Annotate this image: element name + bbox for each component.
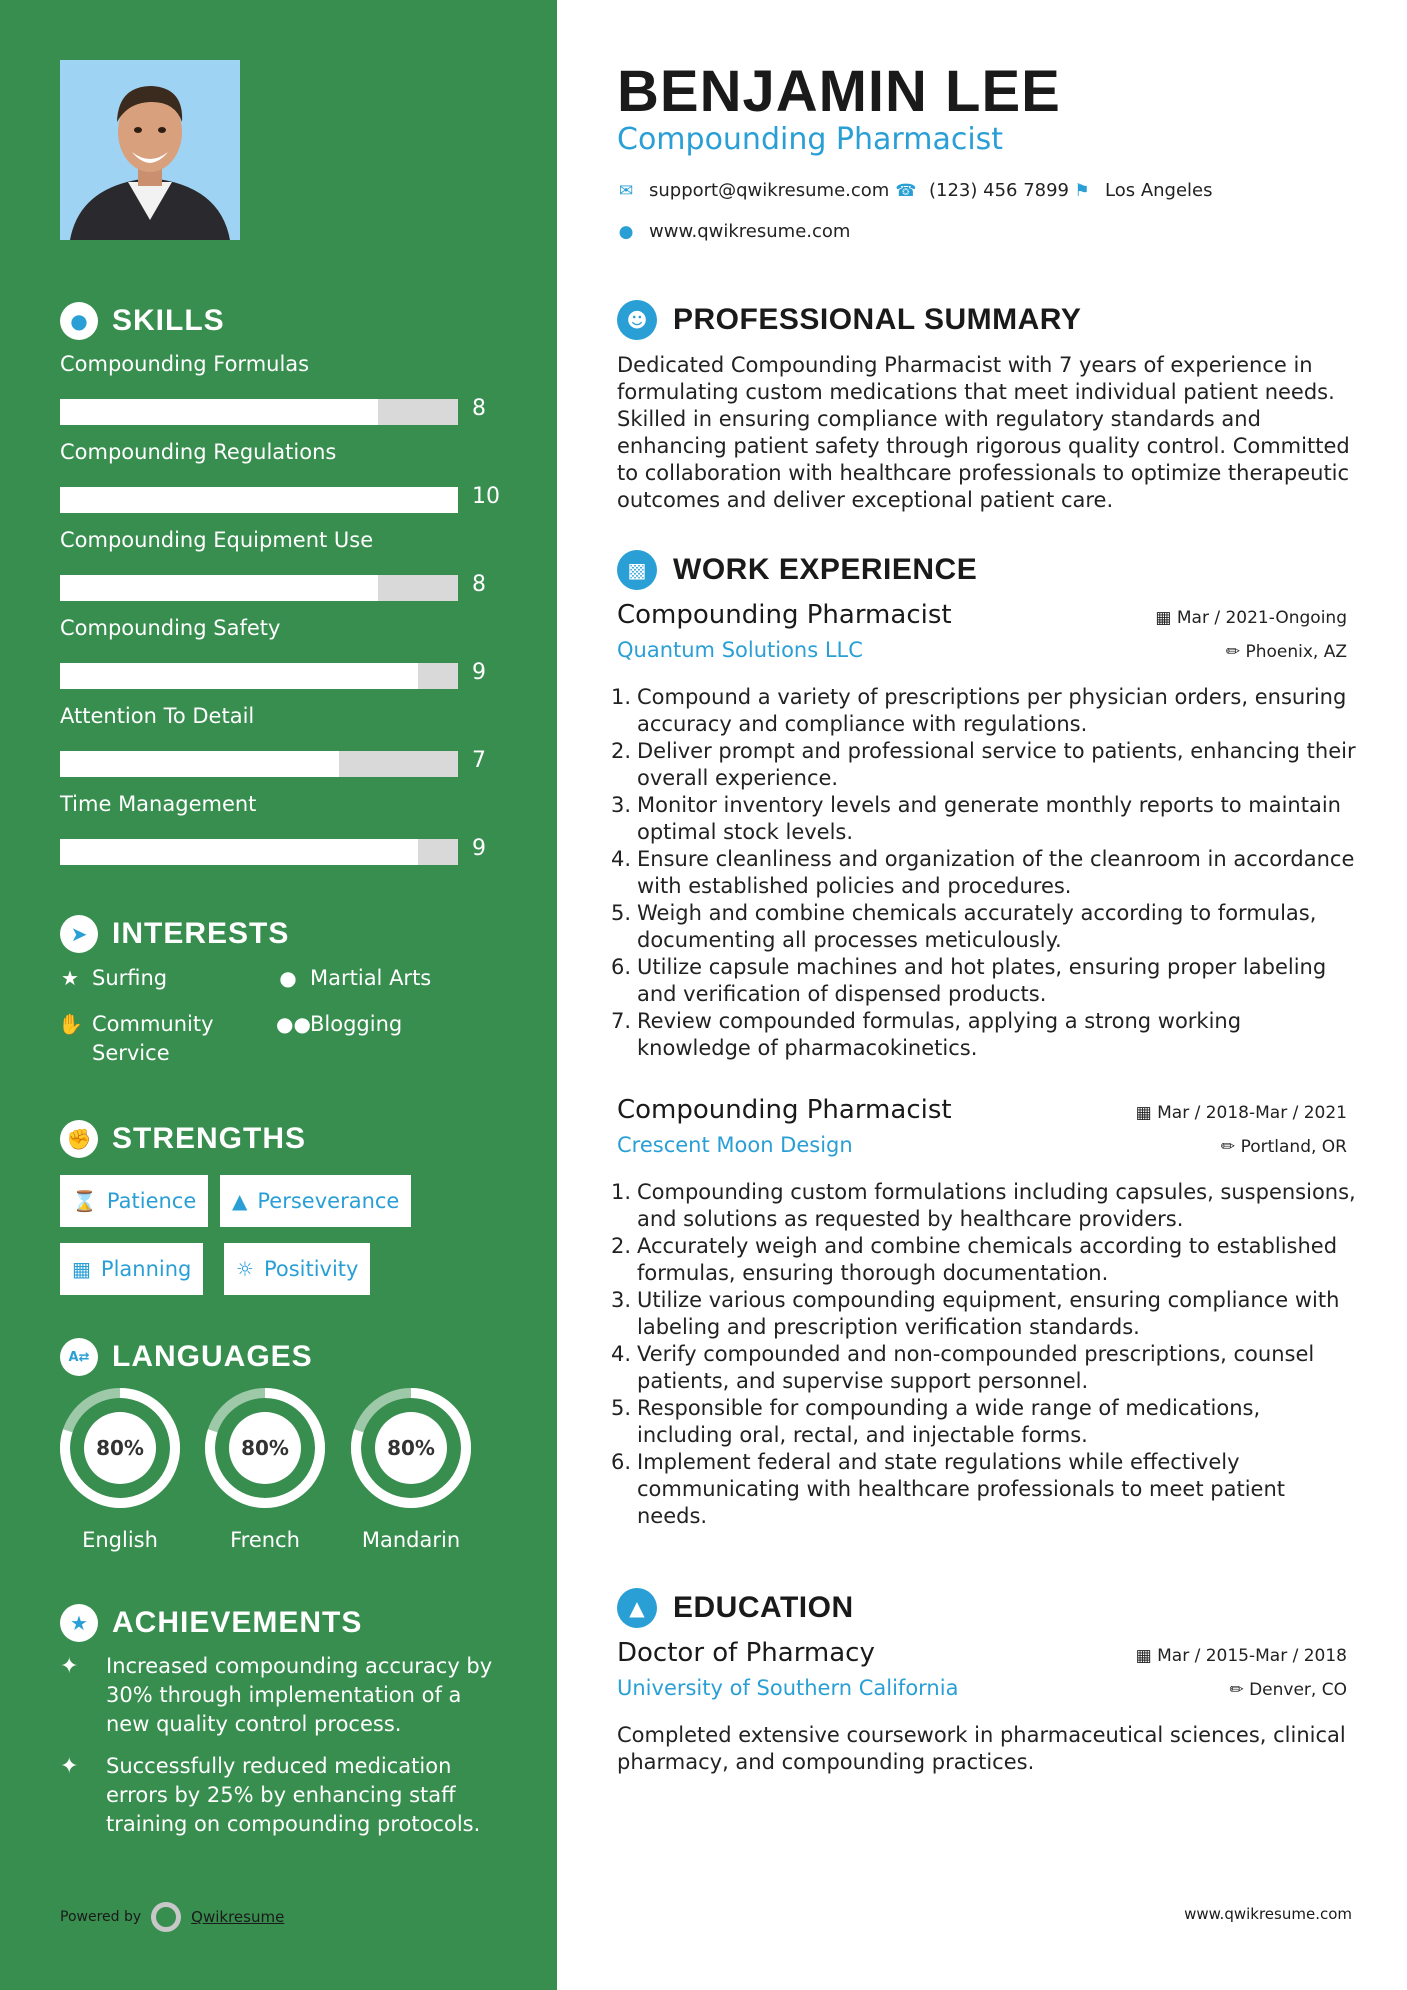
person-portrait-icon: [60, 60, 240, 240]
achievement-item: [60, 1752, 500, 1839]
interests-heading-text: INTERESTS: [112, 917, 290, 950]
pushpin-icon: ✏: [1220, 1137, 1241, 1157]
language-ring: [349, 1386, 473, 1510]
skill-level: 8: [472, 396, 486, 421]
skill-name: Compounding Equipment Use: [60, 528, 374, 552]
skill-bar-fill: [60, 399, 378, 425]
education-date: [1136, 1646, 1347, 1666]
strengths-heading-text: STRENGTHS: [112, 1122, 307, 1155]
language-name: Mandarin: [361, 1528, 461, 1552]
skill-name: Compounding Formulas: [60, 352, 310, 376]
strength-label: Patience: [106, 1189, 197, 1213]
globe-icon: ●: [279, 966, 297, 990]
skill-level: 7: [472, 748, 486, 773]
translate-icon: A⇄: [60, 1338, 98, 1376]
achievements-heading-text: ACHIEVEMENTS: [112, 1606, 363, 1639]
pushpin-icon: ✏: [1229, 1680, 1250, 1700]
globe-icon: ●: [618, 221, 634, 242]
job-company: Crescent Moon Design: [617, 1133, 853, 1157]
chair-icon: ▩: [617, 550, 657, 590]
achievements-heading: [60, 1604, 362, 1642]
interest-item: [276, 1010, 402, 1039]
interest-label: Martial Arts: [310, 966, 432, 990]
strengths-heading: [60, 1120, 306, 1158]
bullet-text: Compounding custom formulations including capsules, suspensions, and solutions as requested by healthcare providers.: [637, 1180, 1356, 1231]
job-date: [1136, 1103, 1347, 1123]
education-heading: [617, 1588, 854, 1628]
paper-plane-icon: ➤: [60, 915, 98, 953]
education-location: [1229, 1680, 1347, 1700]
achievement-item: [60, 1652, 500, 1739]
list-item: 5. Weigh and combine chemicals accurately according to formulas, documenting all processes meticulously.: [611, 901, 1317, 952]
job-entry: [611, 600, 1356, 1060]
profile-photo: [60, 60, 240, 240]
location-text: Los Angeles: [1105, 180, 1213, 201]
list-item: 3. Utilize various compounding equipment, ensuring compliance with labeling and prescription verification standards.: [611, 1288, 1340, 1339]
sidebar: [0, 0, 557, 1990]
lightbulb-icon: ●: [60, 302, 98, 340]
hand-icon: ✋: [58, 1012, 83, 1036]
interest-label: Surfing: [92, 966, 168, 990]
interests-heading: [60, 915, 289, 953]
education-entry: [617, 1638, 1347, 1774]
qwikresume-logo-icon: [151, 1902, 181, 1932]
skill-name: Compounding Regulations: [60, 440, 337, 464]
sun-icon: ☼: [236, 1257, 254, 1281]
skill-item: [60, 440, 500, 509]
qwikresume-link[interactable]: Qwikresume: [191, 1908, 285, 1926]
language-percent: 80%: [387, 1436, 435, 1460]
graduation-icon: ▲: [617, 1588, 657, 1628]
job-company: Quantum Solutions LLC: [617, 638, 863, 662]
bullet-text: Weigh and combine chemicals accurately according to formulas, documenting all processes meticulously.: [637, 901, 1317, 952]
skills-heading-text: SKILLS: [112, 304, 225, 337]
email-text: support@qwikresume.com: [649, 180, 890, 201]
candidate-name: BENJAMIN LEE: [617, 59, 1061, 124]
job-date-text: Mar / 2018-Mar / 2021: [1157, 1103, 1347, 1123]
envelope-icon: ✉: [618, 180, 634, 201]
job-bullets: [611, 1179, 1357, 1530]
work-heading: [617, 550, 977, 590]
list-item: 6. Utilize capsule machines and hot plates, ensuring proper labeling and verification of dispensed products.: [611, 955, 1327, 1006]
bullet-text: Monitor inventory levels and generate monthly reports to maintain optimal stock levels.: [637, 793, 1341, 844]
education-location-text: Denver, CO: [1249, 1680, 1347, 1700]
education-date-text: Mar / 2015-Mar / 2018: [1157, 1646, 1347, 1666]
languages-heading-text: LANGUAGES: [112, 1340, 313, 1373]
achievement-text: Increased compounding accuracy by 30% through implementation of a new quality control process.: [106, 1654, 493, 1736]
language-ring: [58, 1386, 182, 1510]
skill-bar: [60, 751, 458, 777]
education-heading-text: EDUCATION: [673, 1591, 854, 1624]
pushpin-icon: ✏: [1225, 642, 1246, 662]
skill-item: [60, 792, 500, 861]
skill-bar-fill: [60, 575, 378, 601]
fist-icon: ✊: [60, 1120, 98, 1158]
achievement-text: Successfully reduced medication errors by 25% by enhancing staff training on compounding protocols.: [106, 1754, 481, 1836]
summary-text: Dedicated Compounding Pharmacist with 7 years of experience in formulating custom medications that meet individual patient needs. Skilled in ensuring compliance with regulatory standards and enhancing patient safety through rigorous quality control. Committed to collaboration with healthcare professionals to optimize therapeutic outcomes and deliver exceptional patient care.: [617, 353, 1350, 512]
language-percent: 80%: [241, 1436, 289, 1460]
education-description: Completed extensive coursework in pharmaceutical sciences, clinical pharmacy, and compounding practices.: [617, 1723, 1346, 1774]
language-percent: 80%: [96, 1436, 144, 1460]
skill-bar: [60, 839, 458, 865]
list-item: 4. Ensure cleanliness and organization of the cleanroom in accordance with established policies and procedures.: [611, 847, 1355, 898]
skill-item: [60, 528, 500, 597]
bullet-text: Verify compounded and non-compounded prescriptions, counsel patients, and supervise support personnel.: [637, 1342, 1315, 1393]
calendar-icon: ▦: [72, 1257, 91, 1281]
strength-label: Planning: [100, 1257, 192, 1281]
calendar-icon: ▦: [1155, 608, 1177, 628]
skill-bar-fill: [60, 663, 418, 689]
strength-badge: [60, 1243, 203, 1295]
skill-bar: [60, 663, 458, 689]
job-location-text: Phoenix, AZ: [1245, 642, 1347, 662]
shooting-star-icon: ✦: [60, 1654, 79, 1679]
summary-heading-text: PROFESSIONAL SUMMARY: [673, 303, 1082, 336]
map-pin-icon: ⚑: [1074, 180, 1090, 201]
interest-item: [276, 964, 431, 993]
contact-email[interactable]: [615, 180, 889, 201]
job-bullets: [611, 684, 1357, 1062]
contact-website[interactable]: [615, 221, 850, 242]
bullet-text: Utilize capsule machines and hot plates, ensuring proper labeling and verification of dispensed products.: [637, 955, 1327, 1006]
list-item: 6. Implement federal and state regulations while effectively communicating with healthcare professionals to meet patient needs.: [611, 1450, 1285, 1528]
bullet-text: Review compounded formulas, applying a strong working knowledge of pharmacokinetics.: [637, 1009, 1242, 1060]
website-text: www.qwikresume.com: [649, 221, 851, 242]
skill-bar-fill: [60, 487, 458, 513]
calendar-icon: ▦: [1135, 1646, 1158, 1666]
skill-name: Compounding Safety: [60, 616, 281, 640]
strength-badge: [220, 1175, 411, 1227]
list-item: 1. Compounding custom formulations including capsules, suspensions, and solutions as requested by healthcare providers.: [611, 1180, 1356, 1231]
road-icon: ▲: [232, 1189, 248, 1213]
phone-text: (123) 456 7899: [929, 180, 1070, 201]
language-item: [203, 1386, 327, 1552]
interest-label: Community Service: [92, 1012, 214, 1065]
skill-item: [60, 704, 500, 773]
skill-bar: [60, 575, 458, 601]
job-entry: [611, 1095, 1356, 1528]
list-item: 7. Review compounded formulas, applying a strong working knowledge of pharmacokinetics.: [611, 1009, 1242, 1060]
strength-badge: [60, 1175, 208, 1227]
powered-by: [60, 1902, 284, 1932]
skill-item: [60, 616, 500, 685]
skill-item: [60, 352, 500, 421]
candidate-title: Compounding Pharmacist: [617, 122, 1004, 157]
interest-item: [58, 964, 167, 993]
contact-phone[interactable]: [895, 180, 1069, 201]
skills-heading: [60, 302, 225, 340]
list-item: 5. Responsible for compounding a wide range of medications, including oral, rectal, and injectable forms.: [611, 1396, 1261, 1447]
hourglass-icon: ⌛: [72, 1189, 97, 1213]
bullet-text: Utilize various compounding equipment, ensuring compliance with labeling and prescription verification standards.: [637, 1288, 1340, 1339]
shooting-star-icon: ✦: [60, 1754, 79, 1779]
job-title: Compounding Pharmacist: [617, 600, 952, 630]
user-icon: ☻: [617, 300, 657, 340]
footer-url[interactable]: www.qwikresume.com: [1184, 1905, 1352, 1923]
list-item: 3. Monitor inventory levels and generate monthly reports to maintain optimal stock levels.: [611, 793, 1341, 844]
phone-icon: ☎: [895, 180, 917, 201]
skill-name: Time Management: [60, 792, 257, 816]
bullet-text: Compound a variety of prescriptions per physician orders, ensuring accuracy and compliance with regulations.: [637, 685, 1347, 736]
list-item: 2. Accurately weigh and combine chemicals according to established formulas, ensuring thorough documentation.: [611, 1234, 1338, 1285]
skill-level: 9: [472, 660, 486, 685]
list-item: 1. Compound a variety of prescriptions per physician orders, ensuring accuracy and compliance with regulations.: [611, 685, 1347, 736]
bullet-text: Accurately weigh and combine chemicals according to established formulas, ensuring thorough documentation.: [637, 1234, 1338, 1285]
job-location: [1221, 1137, 1347, 1157]
star-icon: ★: [61, 966, 79, 990]
job-title: Compounding Pharmacist: [617, 1095, 952, 1125]
summary-heading: [617, 300, 1081, 340]
skill-bar: [60, 399, 458, 425]
language-item: [58, 1386, 182, 1552]
strength-label: Positivity: [263, 1257, 359, 1281]
languages-heading: [60, 1338, 313, 1376]
language-name: French: [230, 1528, 300, 1552]
work-heading-text: WORK EXPERIENCE: [673, 553, 978, 586]
skill-level: 9: [472, 836, 486, 861]
job-location-text: Portland, OR: [1240, 1137, 1347, 1157]
powered-by-text: Powered by: [60, 1909, 142, 1925]
bullet-text: Responsible for compounding a wide range of medications, including oral, rectal, and injectable forms.: [637, 1396, 1261, 1447]
bullet-text: Ensure cleanliness and organization of the cleanroom in accordance with established policies and procedures.: [637, 847, 1355, 898]
school-name: University of Southern California: [617, 1676, 959, 1700]
strength-label: Perseverance: [257, 1189, 400, 1213]
skill-bar-fill: [60, 751, 339, 777]
list-item: 2. Deliver prompt and professional service to patients, enhancing their overall experience.: [611, 739, 1356, 790]
star-badge-icon: ★: [60, 1604, 98, 1642]
skill-level: 8: [472, 572, 486, 597]
language-item: [349, 1386, 473, 1552]
bullet-text: Deliver prompt and professional service to patients, enhancing their overall experience.: [637, 739, 1356, 790]
interest-label: Blogging: [310, 1012, 403, 1036]
interest-item: [58, 1010, 238, 1068]
users-icon: ●●: [276, 1012, 311, 1036]
calendar-icon: ▦: [1135, 1103, 1158, 1123]
job-date-text: Mar / 2021-Ongoing: [1176, 608, 1347, 628]
skill-level: 10: [472, 484, 500, 509]
language-name: English: [82, 1528, 158, 1552]
degree-title: Doctor of Pharmacy: [617, 1638, 875, 1668]
strength-badge: [224, 1243, 370, 1295]
job-date: [1155, 608, 1347, 628]
language-ring: [203, 1386, 327, 1510]
bullet-text: Implement federal and state regulations while effectively communicating with healthcare professionals to meet patient needs.: [637, 1450, 1285, 1528]
list-item: 4. Verify compounded and non-compounded prescriptions, counsel patients, and supervise support personnel.: [611, 1342, 1315, 1393]
skill-bar: [60, 487, 458, 513]
contact-location: [1071, 180, 1213, 201]
skill-bar-fill: [60, 839, 418, 865]
skill-name: Attention To Detail: [60, 704, 255, 728]
main-content: [557, 0, 1407, 1990]
job-location: [1226, 642, 1347, 662]
